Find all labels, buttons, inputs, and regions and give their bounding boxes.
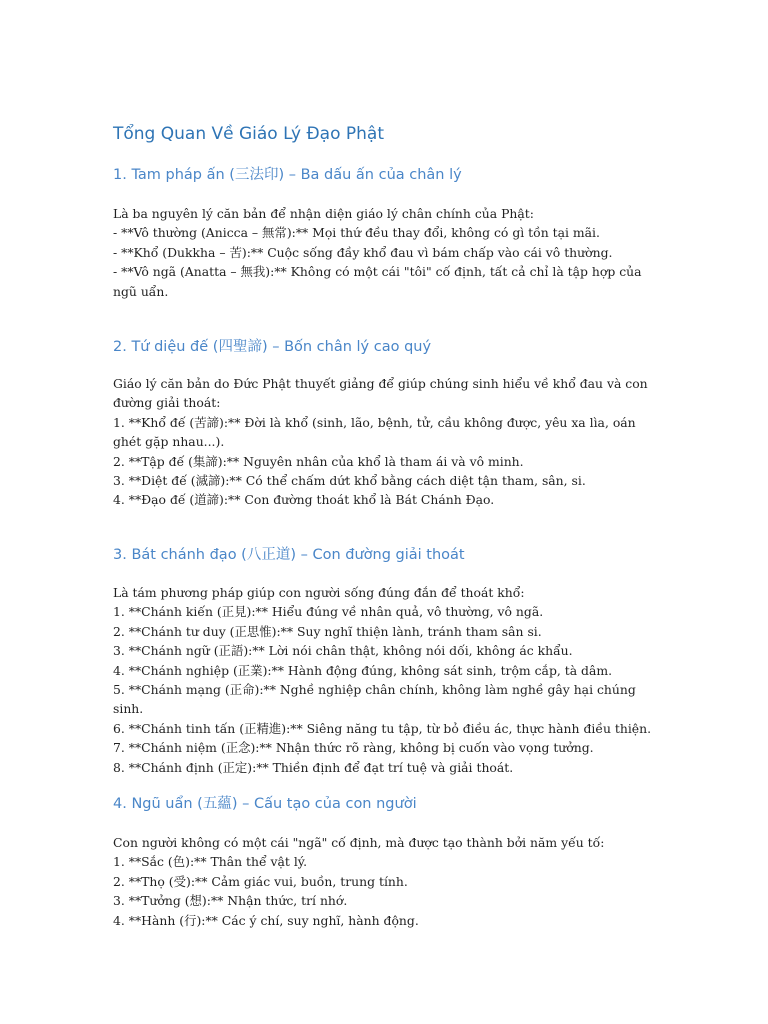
- list-item: 4. **Chánh nghiệp (正業):** Hành động đúng, không sát sinh, trộm cắp, tà dâm.: [113, 662, 613, 678]
- list-item: 2. **Chánh tư duy (正思惟):** Suy nghĩ thiện lành, tránh tham sân si.: [113, 623, 542, 639]
- list-item: 5. **Chánh mạng (正命):** Nghề nghiệp chân chính, không làm nghề gây hại chúng sinh.: [113, 682, 636, 717]
- list-item: 1. **Sắc (色):** Thân thể vật lý.: [113, 854, 308, 870]
- list-item: 3. **Chánh ngữ (正語):** Lời nói chân thật, không nói dối, không ác khẩu.: [113, 643, 573, 659]
- section-heading-ngu-uan: 4. Ngũ uẩn (五蘊) – Cấu tạo của con người: [113, 796, 417, 812]
- list-item: 1. **Chánh kiến (正見):** Hiểu đúng về nhân quả, vô thường, vô ngã.: [113, 604, 544, 620]
- section-heading-tam-phap-an: 1. Tam pháp ấn (三法印) – Ba dấu ấn của chân lý: [113, 167, 462, 183]
- document-title: Tổng Quan Về Giáo Lý Đạo Phật: [113, 124, 384, 144]
- list-item: 8. **Chánh định (正定):** Thiền định để đạt trí tuệ và giải thoát.: [113, 759, 514, 775]
- intro-line: Giáo lý căn bản do Đức Phật thuyết giảng để giúp chúng sinh hiểu về khổ đau và con đường giải thoát:: [113, 376, 648, 411]
- section-body-bat-chanh-dao: [113, 583, 658, 777]
- list-item: - **Vô thường (Anicca – 無常):** Mọi thứ đều thay đổi, không có gì tồn tại mãi.: [113, 225, 600, 241]
- section-body-tu-dieu-de: [113, 374, 658, 510]
- section-body-tam-phap-an: [113, 204, 658, 301]
- list-item: 2. **Tập đế (集諦):** Nguyên nhân của khổ là tham ái và vô minh.: [113, 453, 524, 469]
- list-item: 4. **Hành (行):** Các ý chí, suy nghĩ, hành động.: [113, 912, 419, 928]
- list-item: 7. **Chánh niệm (正念):** Nhận thức rõ ràng, không bị cuốn vào vọng tưởng.: [113, 740, 594, 756]
- list-item: 3. **Diệt đế (滅諦):** Có thể chấm dứt khổ bằng cách diệt tận tham, sân, si.: [113, 473, 586, 489]
- section-heading-tu-dieu-de: 2. Tứ diệu đế (四聖諦) – Bốn chân lý cao quý: [113, 339, 432, 355]
- list-item: 4. **Đạo đế (道諦):** Con đường thoát khổ là Bát Chánh Đạo.: [113, 492, 495, 508]
- intro-line: Là tám phương pháp giúp con người sống đúng đắn để thoát khổ:: [113, 585, 525, 600]
- list-item: 3. **Tưởng (想):** Nhận thức, trí nhớ.: [113, 893, 348, 909]
- section-body-ngu-uan: [113, 833, 658, 930]
- list-item: 6. **Chánh tinh tấn (正精進):** Siêng năng tu tập, từ bỏ điều ác, thực hành điều thiện.: [113, 720, 652, 736]
- intro-line: Là ba nguyên lý căn bản để nhận diện giáo lý chân chính của Phật:: [113, 206, 534, 221]
- list-item: 2. **Thọ (受):** Cảm giác vui, buồn, trung tính.: [113, 873, 408, 889]
- list-item: - **Vô ngã (Anatta – 無我):** Không có một cái "tôi" cố định, tất cả chỉ là tập hợp của ngũ uẩn.: [113, 264, 642, 299]
- list-item: 1. **Khổ đế (苦諦):** Đời là khổ (sinh, lão, bệnh, tử, cầu không được, yêu xa lìa, oán ghét gặp nhau...).: [113, 414, 636, 450]
- section-heading-bat-chanh-dao: 3. Bát chánh đạo (八正道) – Con đường giải thoát: [113, 547, 465, 563]
- intro-line: Con người không có một cái "ngã" cố định, mà được tạo thành bởi năm yếu tố:: [113, 835, 605, 850]
- list-item: - **Khổ (Dukkha – 苦):** Cuộc sống đầy khổ đau vì bám chấp vào cái vô thường.: [113, 244, 613, 260]
